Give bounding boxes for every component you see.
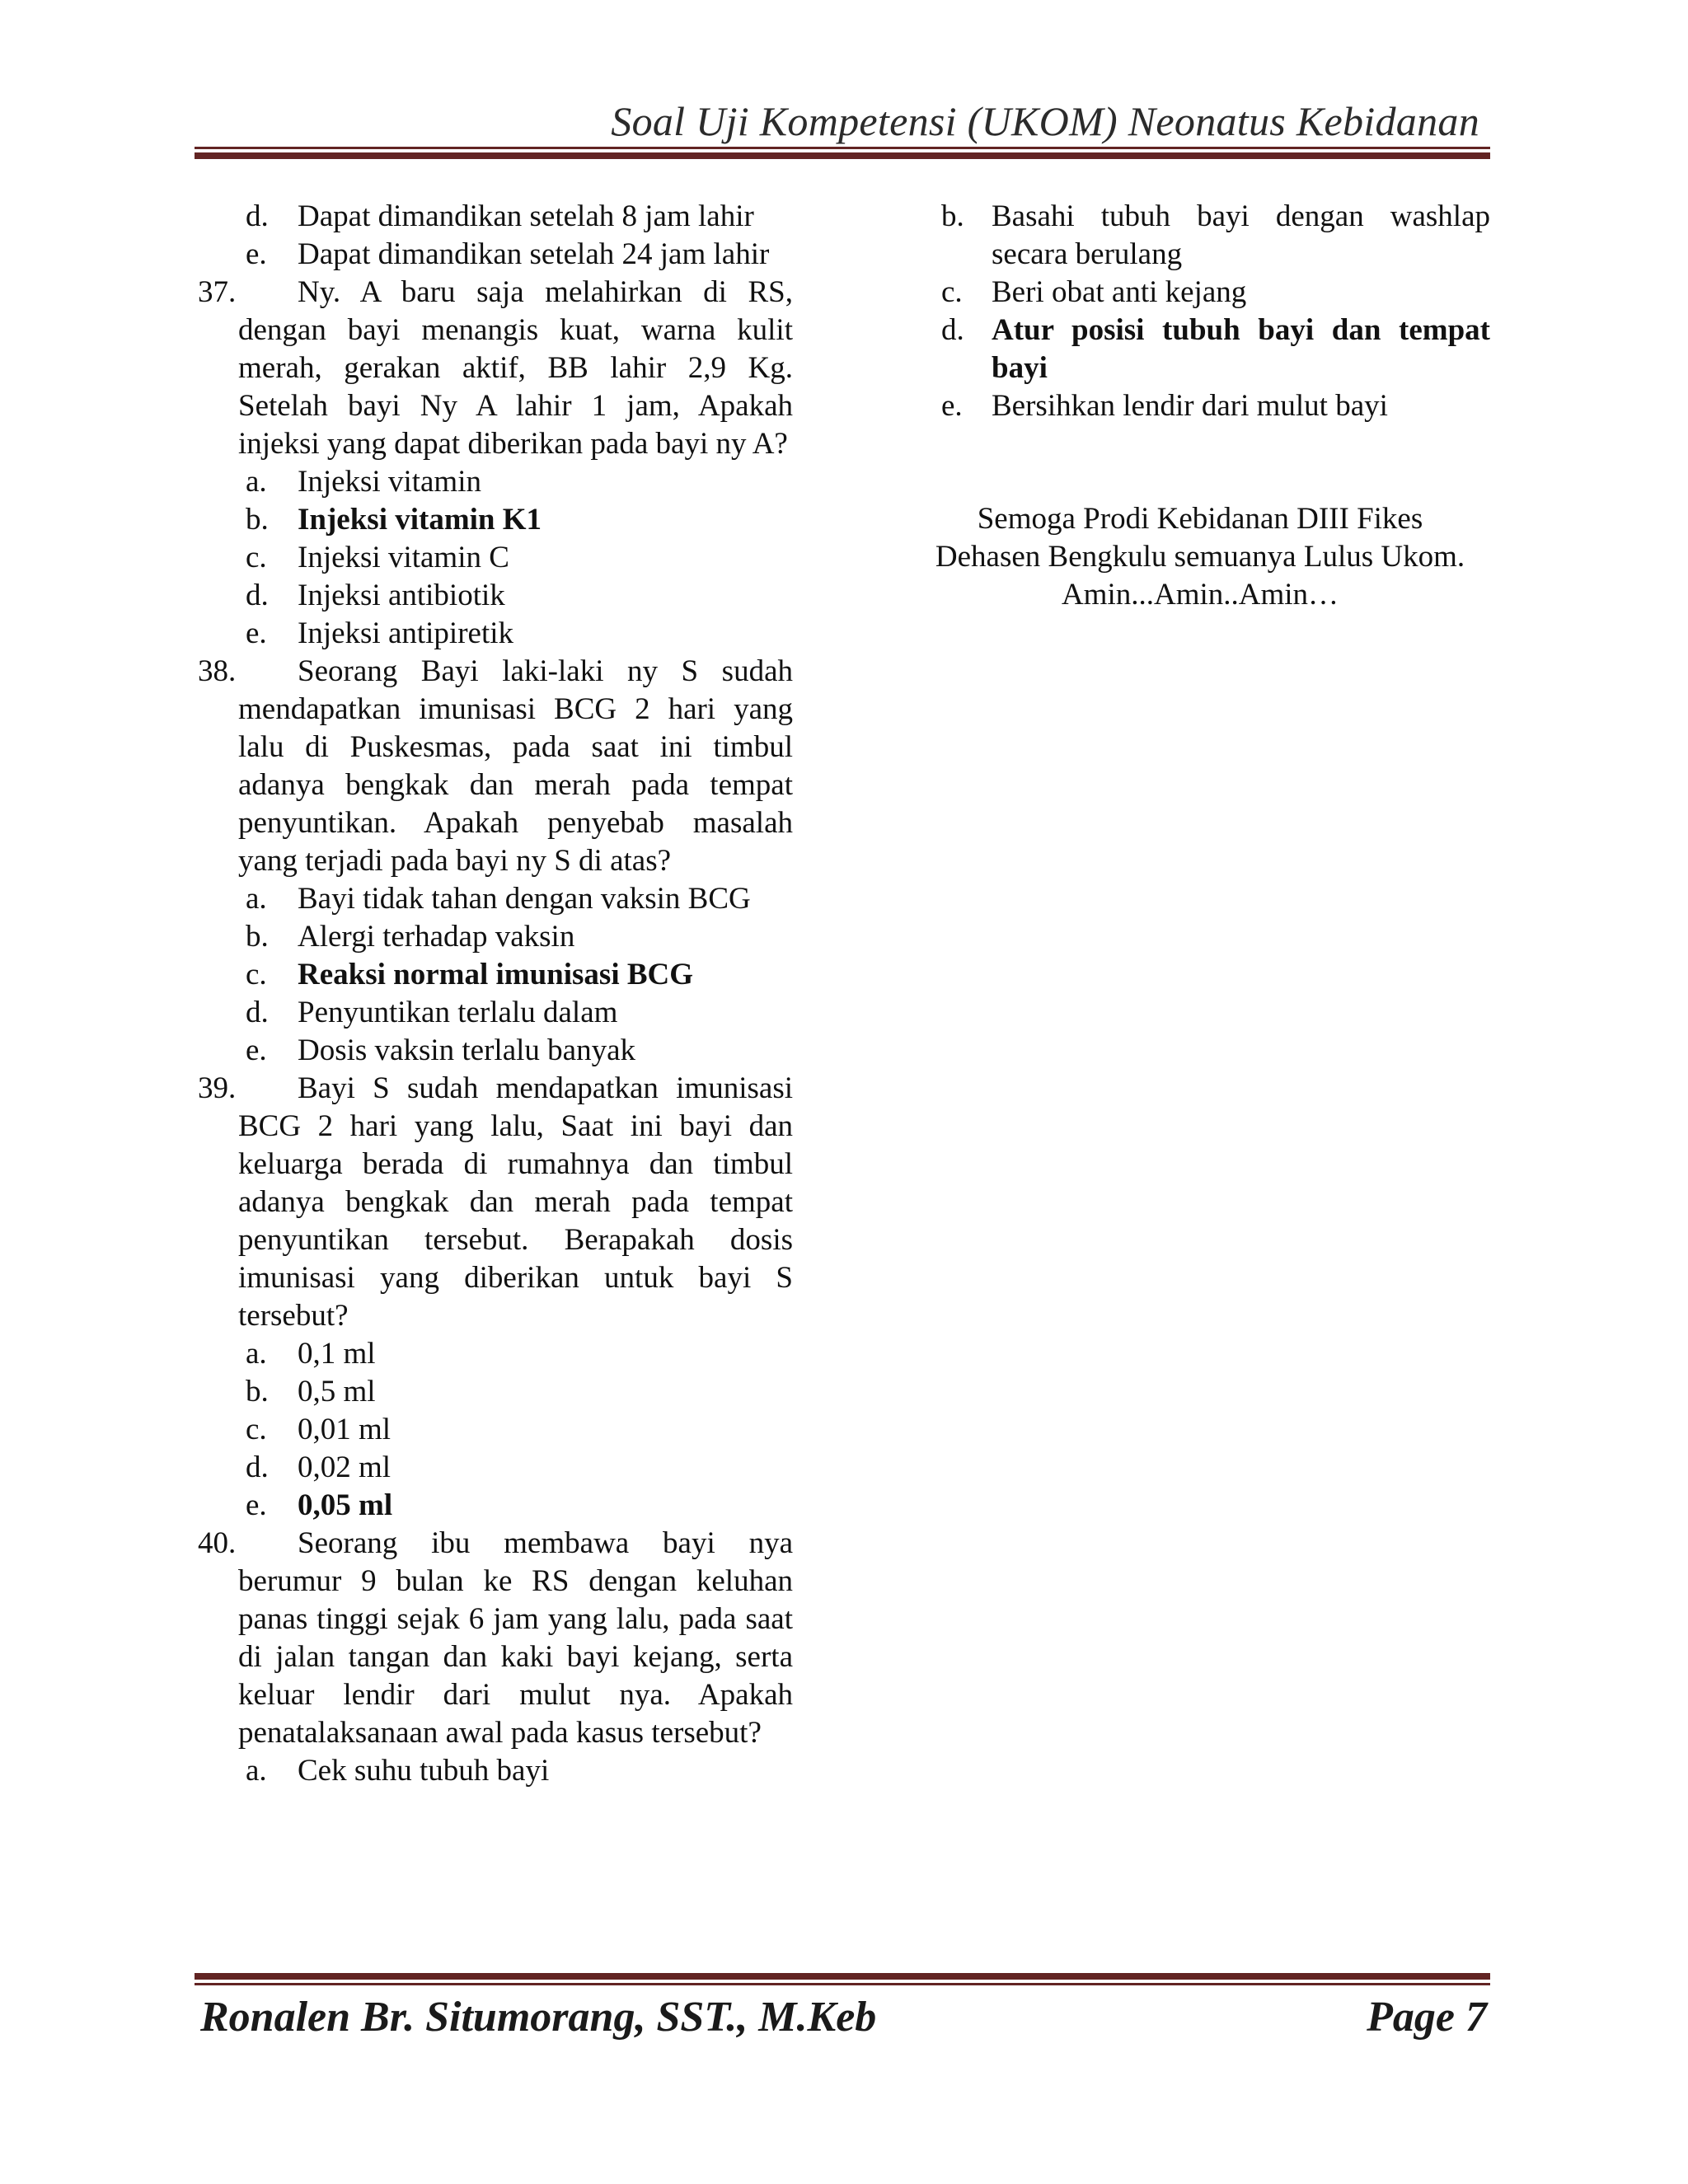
option-e: e. Injeksi antipiretik [246,616,514,650]
closing-line: Dehasen Bengkulu semuanya Lulus Ukom. [935,540,1465,574]
question-text: Seorang ibu membawa bayi nya berumur 9 bulan ke RS dengan keluhan panas tinggi sejak 6 jam yang lalu, pada saat di jalan tangan dan kaki bayi kejang, serta keluar lendir dari mulut nya. Apakah penatalaksanaan awal pada kasus tersebut? [238,1526,793,1750]
option-b: b. Basahi tubuh bayi dengan washlap secara berulang [941,199,1490,271]
option-d: d. Injeksi antibiotik [246,579,505,612]
option-a: a. 0,1 ml [246,1337,376,1371]
option-c: c. Injeksi vitamin C [246,541,509,574]
closing-line: Semoga Prodi Kebidanan DIII Fikes [977,502,1423,536]
option-a: a. Bayi tidak tahan dengan vaksin BCG [246,882,751,916]
option-d: d. Penyuntikan terlalu dalam [246,996,618,1029]
left-column [198,198,793,1790]
closing-line: Amin...Amin..Amin… [1061,578,1339,612]
option-e: e. Dapat dimandikan setelah 24 jam lahir [246,237,770,271]
question-number: 40. [198,1526,237,1560]
question-number: 39. [198,1071,237,1105]
option-b: b. Alergi terhadap vaksin [246,920,575,954]
question-text: Bayi S sudah mendapatkan imunisasi BCG 2 hari yang lalu, Saat ini bayi dan keluarga berada di rumahnya dan timbul adanya bengkak dan merah pada tempat penyuntikan tersebut. Berapakah dosis imunisasi yang diberikan untuk bayi S tersebut? [238,1071,793,1333]
option-b: b. 0,5 ml [246,1375,376,1408]
footer-author: Ronalen Br. Situmorang, SST., M.Keb [200,1994,877,2041]
option-c-answer: c. Reaksi normal imunisasi BCG [246,958,694,991]
option-e-answer: e. 0,05 ml [246,1488,393,1522]
question-text: Ny. A baru saja melahirkan di RS, dengan bayi menangis kuat, warna kulit merah, gerakan aktif, BB lahir 2,9 Kg. Setelah bayi Ny A lahir 1 jam, Apakah injeksi yang dapat diberikan pada bayi ny A? [238,275,793,461]
page-number: Page 7 [1367,1994,1487,2041]
question-39 [198,1070,793,1335]
question-text: Seorang Bayi laki-laki ny S sudah mendapatkan imunisasi BCG 2 hari yang lalu di Puskesmas, pada saat ini timbul adanya bengkak dan merah pada tempat penyuntikan. Apakah penyebab masalah yang terjadi pada bayi ny S di atas? [238,654,793,878]
option-d: d. 0,02 ml [246,1451,392,1484]
question-number: 38. [198,654,237,688]
question-40 [198,1525,793,1752]
option-a: a. Cek suhu tubuh bayi [246,1754,550,1788]
option-d-answer: d. Atur posisi tubuh bayi dan tempat bayi [941,313,1490,385]
question-number: 37. [198,275,237,309]
question-38 [198,653,793,880]
option-e: e. Dosis vaksin terlalu banyak [246,1033,635,1067]
option-b-answer: b. Injeksi vitamin K1 [246,503,542,537]
footer-rule [195,1973,1490,1985]
option-a: a. Injeksi vitamin [246,465,481,499]
header-rule [195,147,1490,159]
closing-message [894,500,1506,614]
right-column [907,198,1490,425]
option-c: c. Beri obat anti kejang [941,275,1247,309]
option-e: e. Bersihkan lendir dari mulut bayi [941,389,1388,423]
option-c: c. 0,01 ml [246,1413,392,1446]
header-title: Soal Uji Kompetensi (UKOM) Neonatus Kebidanan [611,98,1479,144]
option-d: d. Dapat dimandikan setelah 8 jam lahir [246,199,754,233]
question-37 [198,274,793,463]
